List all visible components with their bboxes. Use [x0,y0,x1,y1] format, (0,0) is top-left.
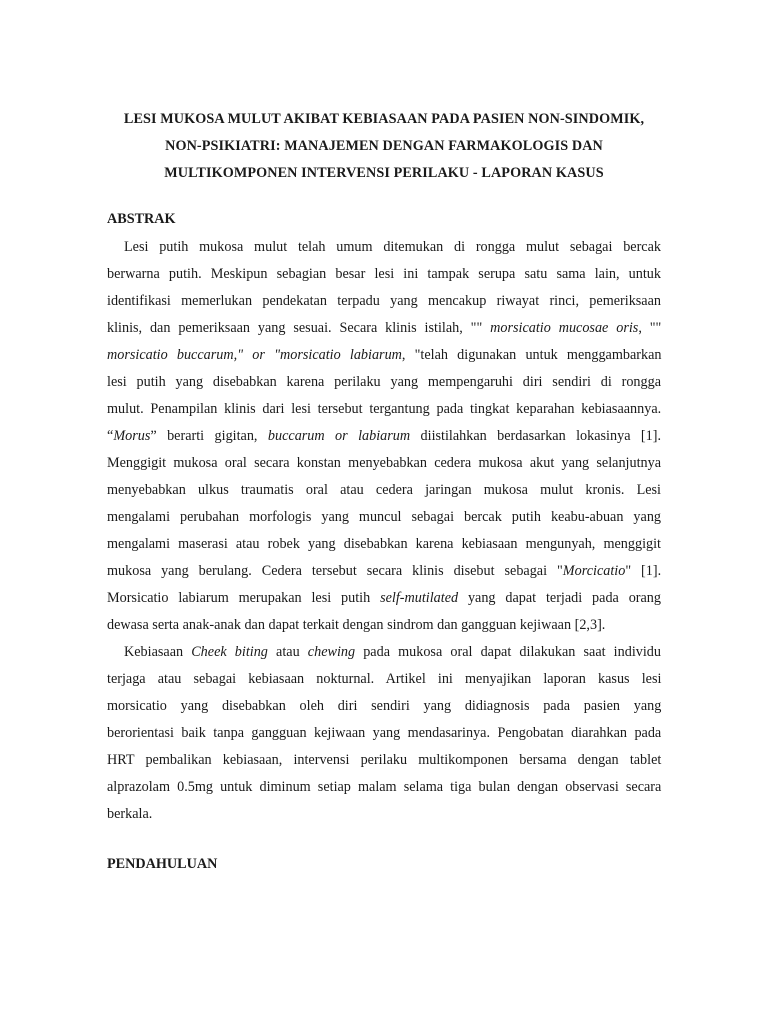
abstract-heading: ABSTRAK [107,211,176,227]
text-line: berwarna putih. Meskipun sebagian besar lesi ini tampak serupa satu sama lain, untuk [107,266,661,282]
introduction-heading: PENDAHULUAN [107,856,218,872]
text-line: Morsicatio labiarum merupakan lesi putih self-mutilated yang dapat terjadi pada orang [107,590,661,606]
paper-title [107,106,661,187]
title-line: LESI MUKOSA MULUT AKIBAT KEBIASAAN PADA PASIEN NON-SINDOMIK, [123,111,645,127]
text-line: Menggigit mukosa oral secara konstan menyebabkan cedera mukosa akut yang selanjutnya [107,455,661,471]
text-line: menyebabkan ulkus traumatis oral atau cedera jaringan mukosa mulut kronis. Lesi [107,482,661,498]
text-line: alprazolam 0.5mg untuk diminum setiap malam selama tiga bulan dengan observasi secara [107,779,662,795]
text-line: Lesi putih mukosa mulut telah umum ditemukan di rongga mulut sebagai bercak [124,239,661,255]
text-line: mulut. Penampilan klinis dari lesi tersebut tergantung pada tingkat keparahan kebiasaannya. [107,401,662,417]
text-line: berkala. [107,806,153,822]
text-line: mukosa yang berulang. Cedera tersebut secara klinis disebut sebagai "Morcicatio" [1]. [107,563,662,579]
text-line: dewasa serta anak-anak dan dapat terkait dengan sindrom dan gangguan kejiwaan [2,3]. [107,617,606,633]
text-line: mengalami maserasi atau robek yang disebabkan karena kebiasaan mengunyah, menggigit [107,536,661,552]
text-line: morsicatio buccarum," or "morsicatio labiarum, "telah digunakan untuk menggambarkan [107,347,662,363]
title-line: MULTIKOMPONEN INTERVENSI PERILAKU - LAPORAN KASUS [164,165,604,181]
title-line: NON-PSIKIATRI: MANAJEMEN DENGAN FARMAKOLOGIS DAN [165,138,603,154]
text-line: berorientasi baik tanpa gangguan kejiwaan yang mendasarinya. Pengobatan diarahkan pada [107,725,662,741]
text-line: terjaga atau sebagai kebiasaan nokturnal. Artikel ini menyajikan laporan kasus lesi [107,671,662,687]
text-line: klinis, dan pemeriksaan yang sesuai. Secara klinis istilah, "" morsicatio mucosae oris, "" [107,320,662,336]
abstract-paragraph-1 [107,234,661,639]
text-line: lesi putih yang disebabkan karena perilaku yang mempengaruhi diri sendiri di rongga [107,374,661,390]
text-line: mengalami perubahan morfologis yang muncul sebagai bercak putih keabu-abuan yang [107,509,662,525]
text-line: identifikasi memerlukan pendekatan terpadu yang mencakup riwayat rinci, pemeriksaan [107,293,661,309]
text-line: HRT pembalikan kebiasaan, intervensi perilaku multikomponen bersama dengan tablet [107,752,662,768]
document-page [107,106,661,874]
abstract-paragraph-2 [107,639,661,828]
text-line: Kebiasaan Cheek biting atau chewing pada mukosa oral dapat dilakukan saat individu [124,644,661,660]
text-line: “Morus” berarti gigitan, buccarum or labiarum diistilahkan berdasarkan lokasinya [1]. [107,428,661,444]
text-line: morsicatio yang disebabkan oleh diri sendiri yang didiagnosis pada pasien yang [107,698,662,714]
